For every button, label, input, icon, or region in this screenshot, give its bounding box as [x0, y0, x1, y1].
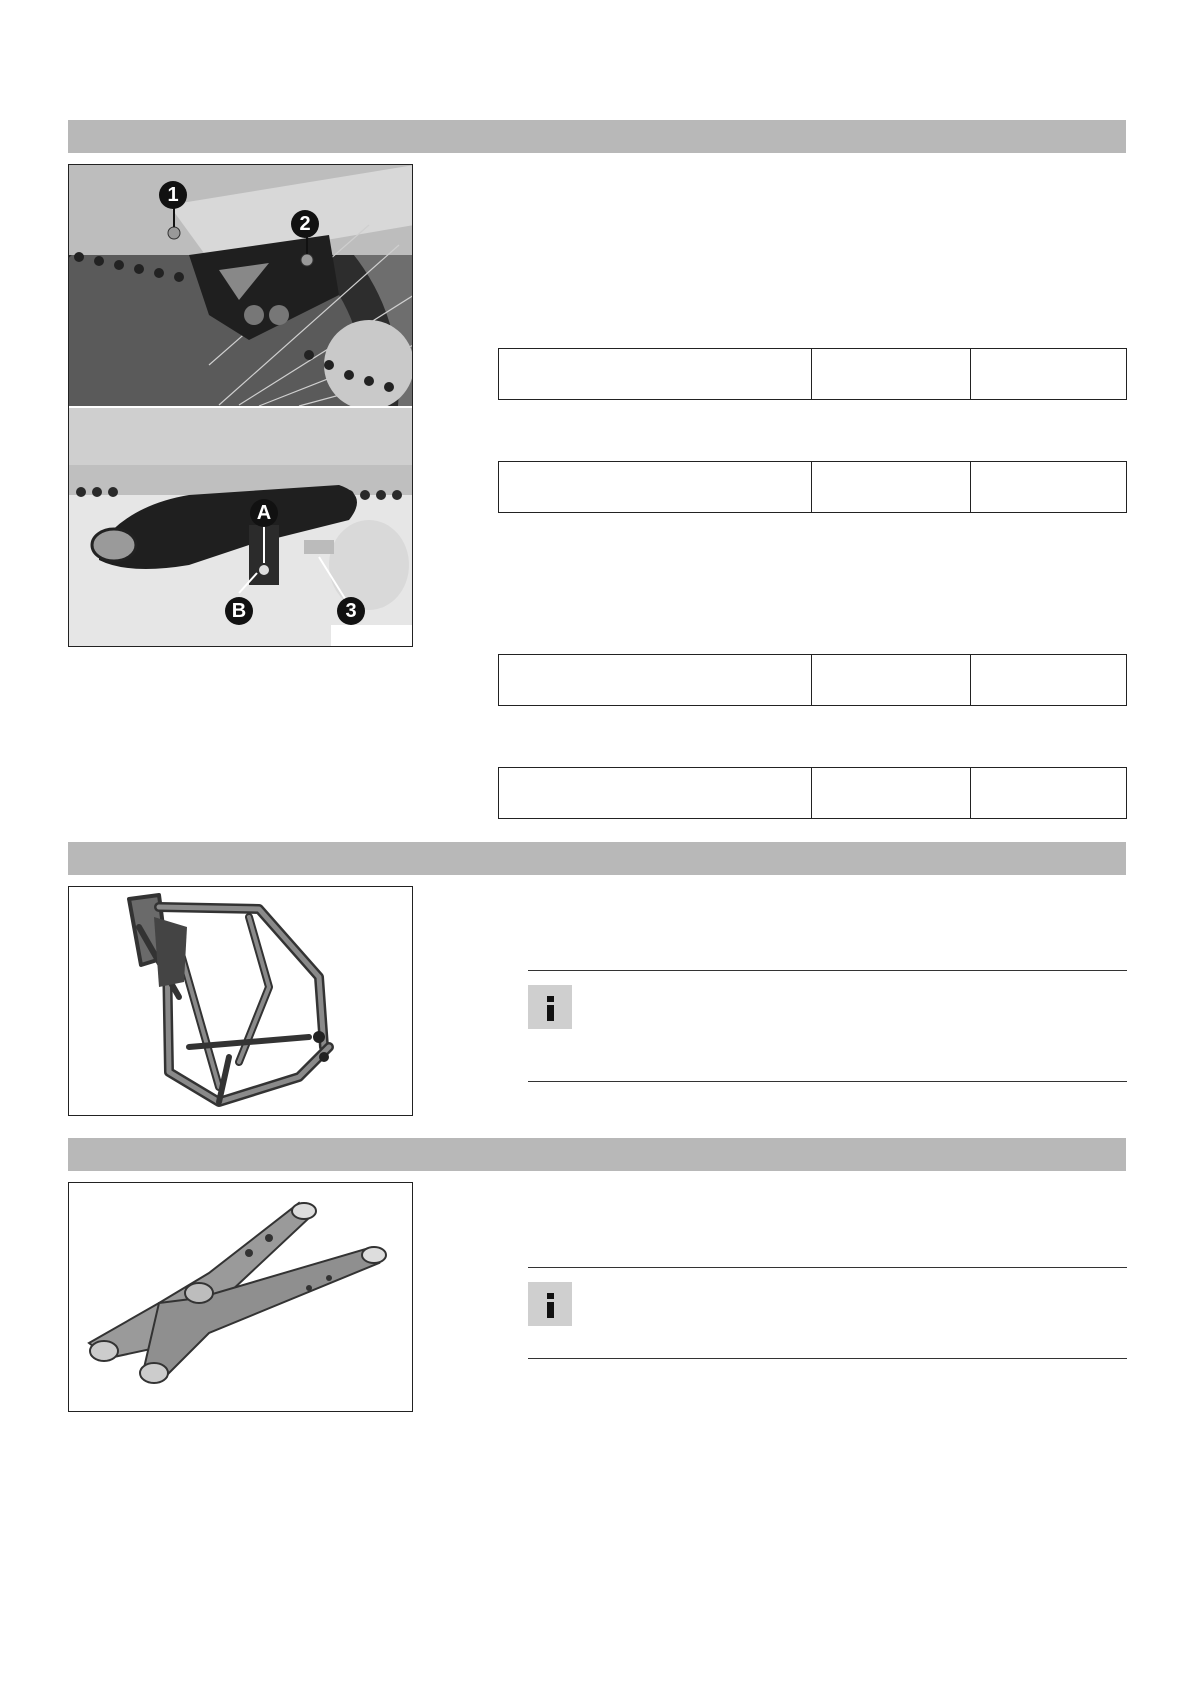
callout-b: B — [225, 597, 253, 625]
frame-figure — [68, 886, 413, 1116]
spec-table-4-col-2 — [812, 768, 971, 818]
spec-table-2-col-3 — [971, 462, 1126, 512]
spec-table-4-col-1 — [499, 768, 812, 818]
section-header-bar-3 — [68, 1138, 1126, 1171]
spec-table-1-col-3 — [971, 349, 1126, 399]
spec-table-2-col-1 — [499, 462, 812, 512]
info-icon — [528, 1282, 572, 1326]
callout-3: 3 — [337, 597, 365, 625]
spec-table-2 — [498, 461, 1127, 513]
spec-table-2-col-2 — [812, 462, 971, 512]
spec-table-3-col-3 — [971, 655, 1126, 705]
spec-table-3-col-2 — [812, 655, 971, 705]
swingarm-illustration — [69, 1183, 413, 1412]
note-2-bottom-rule — [528, 1358, 1127, 1359]
note-1-top-rule — [528, 970, 1127, 971]
spec-table-3-col-1 — [499, 655, 812, 705]
callout-1: 1 — [159, 181, 187, 209]
spec-table-4 — [498, 767, 1127, 819]
spec-table-4-col-3 — [971, 768, 1126, 818]
frame-illustration — [69, 887, 413, 1116]
spec-table-1-col-2 — [812, 349, 971, 399]
note-2-top-rule — [528, 1267, 1127, 1268]
info-icon — [528, 985, 572, 1029]
note-1-bottom-rule — [528, 1081, 1127, 1082]
chain-guide-photo — [69, 165, 413, 647]
callout-2: 2 — [291, 210, 319, 238]
section-header-bar-2 — [68, 842, 1126, 875]
callout-a: A — [250, 499, 278, 527]
spec-table-1 — [498, 348, 1127, 400]
spec-table-1-col-1 — [499, 349, 812, 399]
swingarm-figure — [68, 1182, 413, 1412]
section-header-bar-1 — [68, 120, 1126, 153]
chain-guide-figure — [68, 164, 413, 647]
spec-table-3 — [498, 654, 1127, 706]
